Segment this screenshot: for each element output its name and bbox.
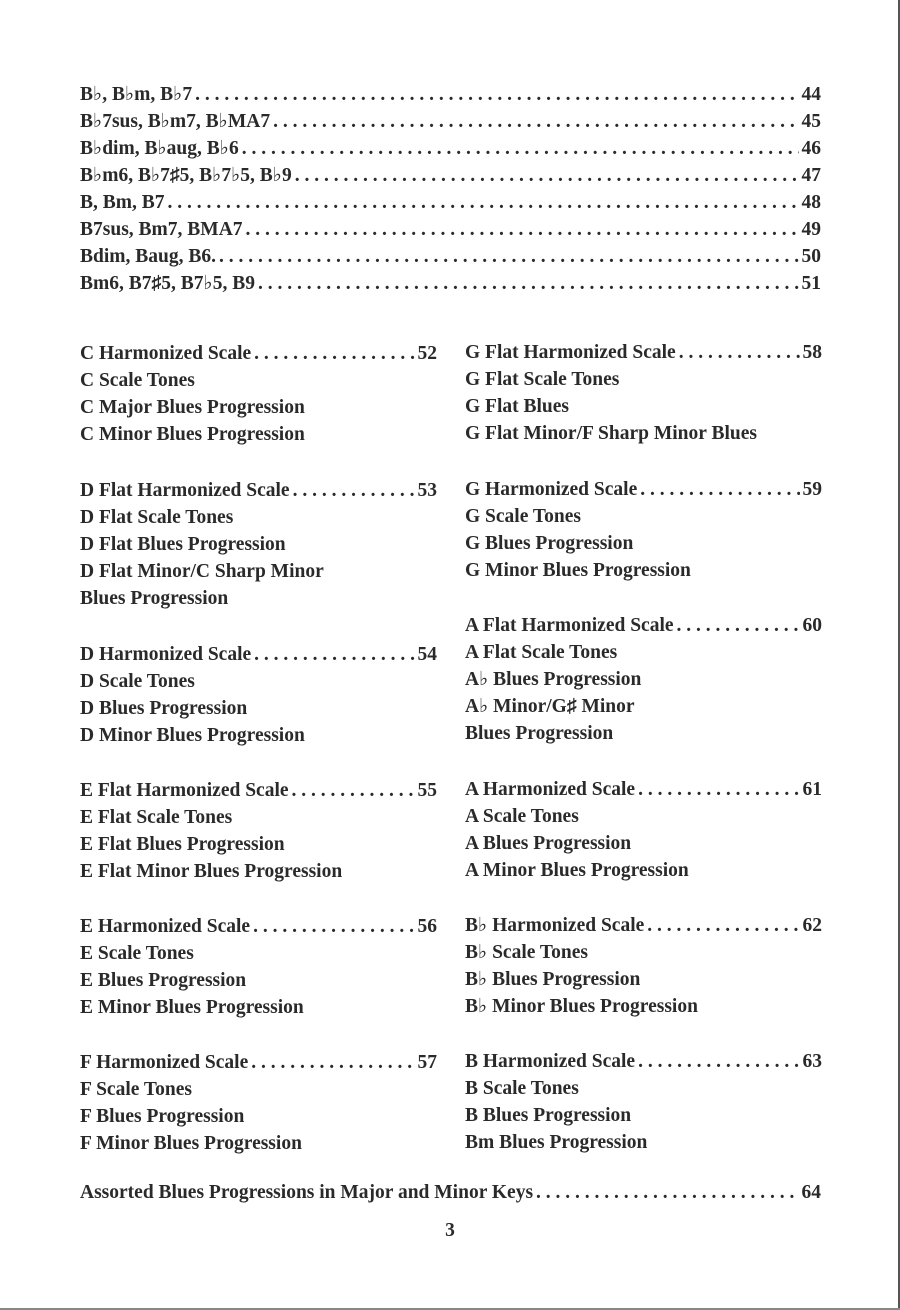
entry-page: 51 [801, 273, 821, 294]
entry-page: 48 [801, 192, 821, 213]
toc-subitem: F Minor Blues Progression [80, 1133, 302, 1154]
toc-subitem: A Scale Tones [465, 806, 579, 827]
toc-entry-chords [80, 82, 821, 108]
toc-subitem: B Scale Tones [465, 1078, 579, 1099]
dot-leader [295, 163, 799, 189]
entry-page: 46 [801, 138, 821, 159]
dot-leader [292, 778, 415, 804]
toc-entry-assorted [80, 1180, 821, 1206]
dot-leader [251, 1050, 414, 1076]
toc-subitem: D Minor Blues Progression [80, 725, 305, 746]
toc-subitem: F Scale Tones [80, 1079, 192, 1100]
dot-leader [536, 1180, 798, 1206]
toc-entry-chords [80, 163, 821, 189]
entry-title: C Harmonized Scale [80, 343, 252, 364]
toc-entry-heading [465, 913, 822, 939]
entry-page: 49 [801, 219, 821, 240]
entry-page: 62 [802, 915, 822, 936]
toc-subitem: Blues Progression [80, 588, 229, 609]
entry-page: 55 [417, 780, 437, 801]
entry-title: B7sus, Bm7, BMA7 [80, 219, 243, 240]
toc-subitem: B Blues Progression [465, 1105, 632, 1126]
dot-leader [253, 914, 414, 940]
entry-page: 59 [802, 479, 822, 500]
entry-title: D Harmonized Scale [80, 644, 252, 665]
page-number: 3 [445, 1220, 455, 1241]
toc-subitem: C Major Blues Progression [80, 397, 305, 418]
entry-title: G Flat Harmonized Scale [465, 342, 676, 363]
toc-subitem: E Flat Blues Progression [80, 834, 285, 855]
toc-entry-chords [80, 217, 821, 243]
dot-leader [640, 477, 799, 503]
toc-subitem: E Blues Progression [80, 970, 247, 991]
dot-leader [254, 642, 414, 668]
toc-entry-heading [80, 914, 437, 940]
entry-title: Bdim, Baug, B6. [80, 246, 216, 267]
toc-subitem: A♭ Blues Progression [465, 669, 642, 690]
toc-subitem: D Blues Progression [80, 698, 248, 719]
toc-subitem: G Minor Blues Progression [465, 560, 691, 581]
entry-title: Assorted Blues Progressions in Major and Minor Keys [80, 1182, 534, 1203]
entry-page: 58 [802, 342, 822, 363]
toc-subitem: E Scale Tones [80, 943, 194, 964]
entry-title: D Flat Harmonized Scale [80, 480, 290, 501]
toc-entry-heading [80, 341, 437, 367]
toc-subitem: Bm Blues Progression [465, 1132, 648, 1153]
entry-title: B Harmonized Scale [465, 1051, 636, 1072]
entry-page: 56 [417, 916, 437, 937]
toc-subitem: A♭ Minor/G♯ Minor [465, 696, 635, 717]
entry-page: 63 [802, 1051, 822, 1072]
dot-leader [679, 340, 800, 366]
toc-subitem: A Minor Blues Progression [465, 860, 689, 881]
entry-title: B♭7sus, B♭m7, B♭MA7 [80, 111, 271, 132]
toc-entry-chords [80, 244, 821, 270]
toc-entry-chords [80, 271, 821, 297]
toc-entry-heading [465, 340, 822, 366]
entry-page: 54 [417, 644, 437, 665]
toc-entry-chords [80, 109, 821, 135]
entry-title: E Harmonized Scale [80, 916, 251, 937]
toc-entry-heading [80, 1050, 437, 1076]
dot-leader [242, 136, 799, 162]
toc-subitem: G Scale Tones [465, 506, 581, 527]
entry-title: A Flat Harmonized Scale [465, 615, 674, 636]
toc-subitem: D Scale Tones [80, 671, 195, 692]
toc-entry-heading [465, 477, 822, 503]
dot-leader [195, 82, 798, 108]
entry-page: 61 [802, 779, 822, 800]
entry-title: B, Bm, B7 [80, 192, 165, 213]
entry-title: F Harmonized Scale [80, 1052, 249, 1073]
toc-subitem: D Flat Scale Tones [80, 507, 234, 528]
dot-leader [647, 913, 799, 939]
toc-subitem: E Minor Blues Progression [80, 997, 304, 1018]
toc-entry-heading [465, 1049, 822, 1075]
dot-leader [258, 271, 799, 297]
entry-title: B♭m6, B♭7♯5, B♭7♭5, B♭9 [80, 165, 292, 186]
toc-subitem: D Flat Blues Progression [80, 534, 286, 555]
toc-subitem: E Flat Minor Blues Progression [80, 861, 343, 882]
entry-title: Bm6, B7♯5, B7♭5, B9 [80, 273, 255, 294]
toc-entry-heading [465, 613, 822, 639]
toc-entry-heading [80, 478, 437, 504]
toc-subitem: A Blues Progression [465, 833, 632, 854]
toc-subitem: E Flat Scale Tones [80, 807, 233, 828]
entry-page: 64 [801, 1182, 821, 1203]
toc-entry-heading [465, 777, 822, 803]
dot-leader [219, 244, 799, 270]
toc-subitem: G Flat Minor/F Sharp Minor Blues [465, 423, 757, 444]
entry-title: B♭, B♭m, B♭7 [80, 84, 193, 105]
entry-title: A Harmonized Scale [465, 779, 636, 800]
dot-leader [168, 190, 799, 216]
toc-subitem: G Flat Blues [465, 396, 570, 417]
toc-subitem: B♭ Blues Progression [465, 969, 641, 990]
dot-leader [677, 613, 800, 639]
dot-leader [293, 478, 415, 504]
entry-page: 50 [801, 246, 821, 267]
dot-leader [246, 217, 799, 243]
toc-subitem: Blues Progression [465, 723, 614, 744]
toc-subitem: D Flat Minor/C Sharp Minor [80, 561, 324, 582]
entry-page: 53 [417, 480, 437, 501]
toc-entry-chords [80, 136, 821, 162]
entry-page: 47 [801, 165, 821, 186]
toc-subitem: B♭ Scale Tones [465, 942, 588, 963]
toc-subitem: C Minor Blues Progression [80, 424, 305, 445]
toc-subitem: A Flat Scale Tones [465, 642, 618, 663]
toc-subitem: G Blues Progression [465, 533, 634, 554]
toc-subitem: G Flat Scale Tones [465, 369, 620, 390]
toc-subitem: F Blues Progression [80, 1106, 245, 1127]
toc-subitem: C Scale Tones [80, 370, 195, 391]
entry-title: B♭dim, B♭aug, B♭6 [80, 138, 239, 159]
entry-page: 44 [801, 84, 821, 105]
entry-page: 60 [802, 615, 822, 636]
toc-subitem: B♭ Minor Blues Progression [465, 996, 698, 1017]
dot-leader [638, 777, 799, 803]
entry-title: G Harmonized Scale [465, 479, 638, 500]
entry-page: 57 [417, 1052, 437, 1073]
toc-entry-heading [80, 778, 437, 804]
entry-page: 45 [801, 111, 821, 132]
toc-entry-chords [80, 190, 821, 216]
dot-leader [273, 109, 798, 135]
dot-leader [254, 341, 414, 367]
dot-leader [638, 1049, 799, 1075]
entry-title: B♭ Harmonized Scale [465, 915, 645, 936]
toc-entry-heading [80, 642, 437, 668]
entry-page: 52 [417, 343, 437, 364]
entry-title: E Flat Harmonized Scale [80, 780, 289, 801]
